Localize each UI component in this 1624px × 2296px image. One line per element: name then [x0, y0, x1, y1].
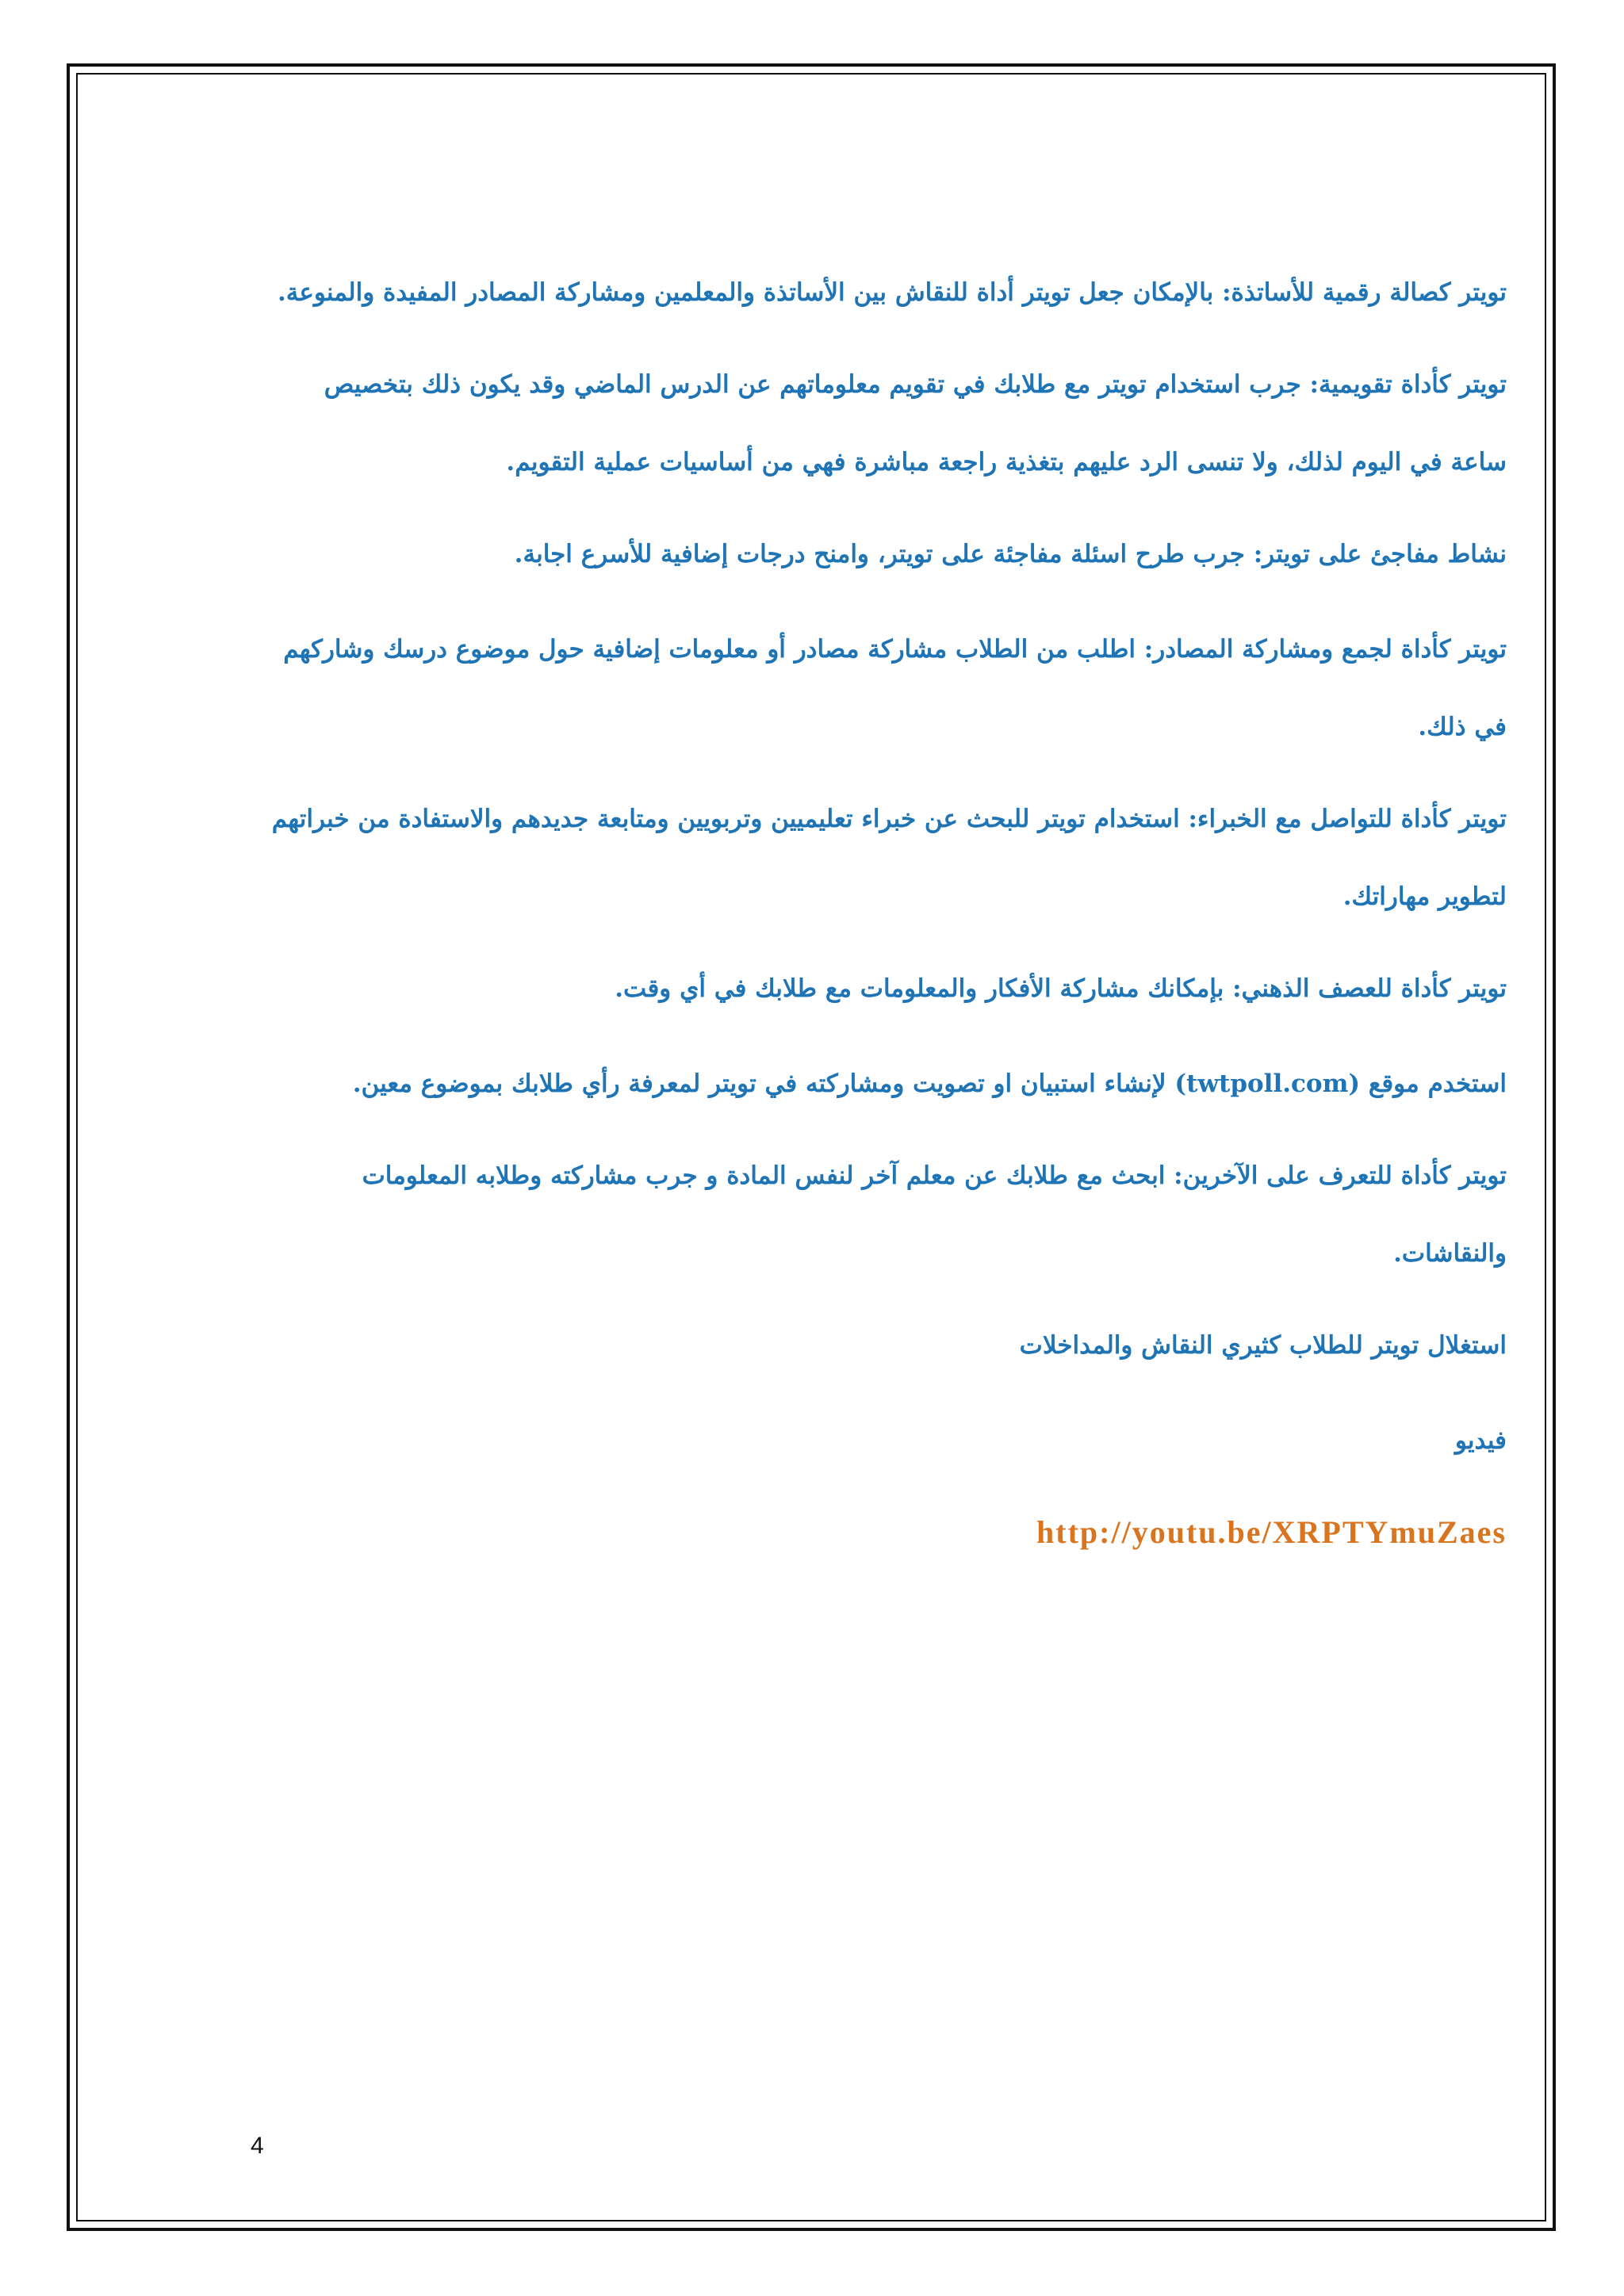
paragraph-twtpoll: استخدم موقع (twtpoll.com) لإنشاء استبيان او تصويت ومشاركته في تويتر لمعرفة رأي طلابك بموضوع معين. [352, 1070, 1507, 1098]
paragraph-resource-sharing: تويتر كأداة لجمع ومشاركة المصادر: اطلب من الطلاب مشاركة مصادر أو معلومات إضافية حول موضوع درسك وشاركهم في ذلك. [283, 635, 1507, 741]
paragraph-surprise-activity: نشاط مفاجئ على تويتر: جرب طرح اسئلة مفاجئة على تويتر، وامنح درجات إضافية للأسرع اجابة. [514, 540, 1507, 568]
paragraph-digital-lounge: تويتر كصالة رقمية للأساتذة: بالإمكان جعل تويتر أداة للنقاش بين الأساتذة والمعلمين ومشاركة المصادر المفيدة والمنوعة. [277, 278, 1507, 307]
document-body [270, 254, 1507, 1571]
paragraph-discussion-students: استغلال تويتر للطلاب كثيري النقاش والمداخلات [1019, 1331, 1507, 1360]
paragraph-brainstorming: تويتر كأداة للعصف الذهني: بإمكانك مشاركة الأفكار والمعلومات مع طلابك في أي وقت. [615, 974, 1507, 1003]
paragraph-meet-others: تويتر كأداة للتعرف على الآخرين: ابحث مع طلابك عن معلم آخر لنفس المادة و جرب مشاركته وطلابه المعلومات والنقاشات. [362, 1161, 1507, 1268]
paragraph-assessment-tool: تويتر كأداة تقويمية: جرب استخدام تويتر مع طلابك في تقويم معلوماتهم عن الدرس الماضي وقد يكون ذلك بتخصيص ساعة في اليوم لذلك، ولا تنسى الرد عليهم بتغذية راجعة مباشرة فهي من أساسيات عملية التقويم. [324, 370, 1507, 476]
video-link[interactable]: http://youtu.be/XRPTYmuZaes [1036, 1514, 1507, 1550]
paragraph-expert-contact: تويتر كأداة للتواصل مع الخبراء: استخدام تويتر للبحث عن خبراء تعليميين وتربويين ومتابعة جديدهم والاستفادة من خبراتهم لتطوير مهاراتك. [271, 805, 1507, 911]
video-label: فيديو [1454, 1426, 1507, 1455]
page-number: 4 [251, 2133, 264, 2159]
